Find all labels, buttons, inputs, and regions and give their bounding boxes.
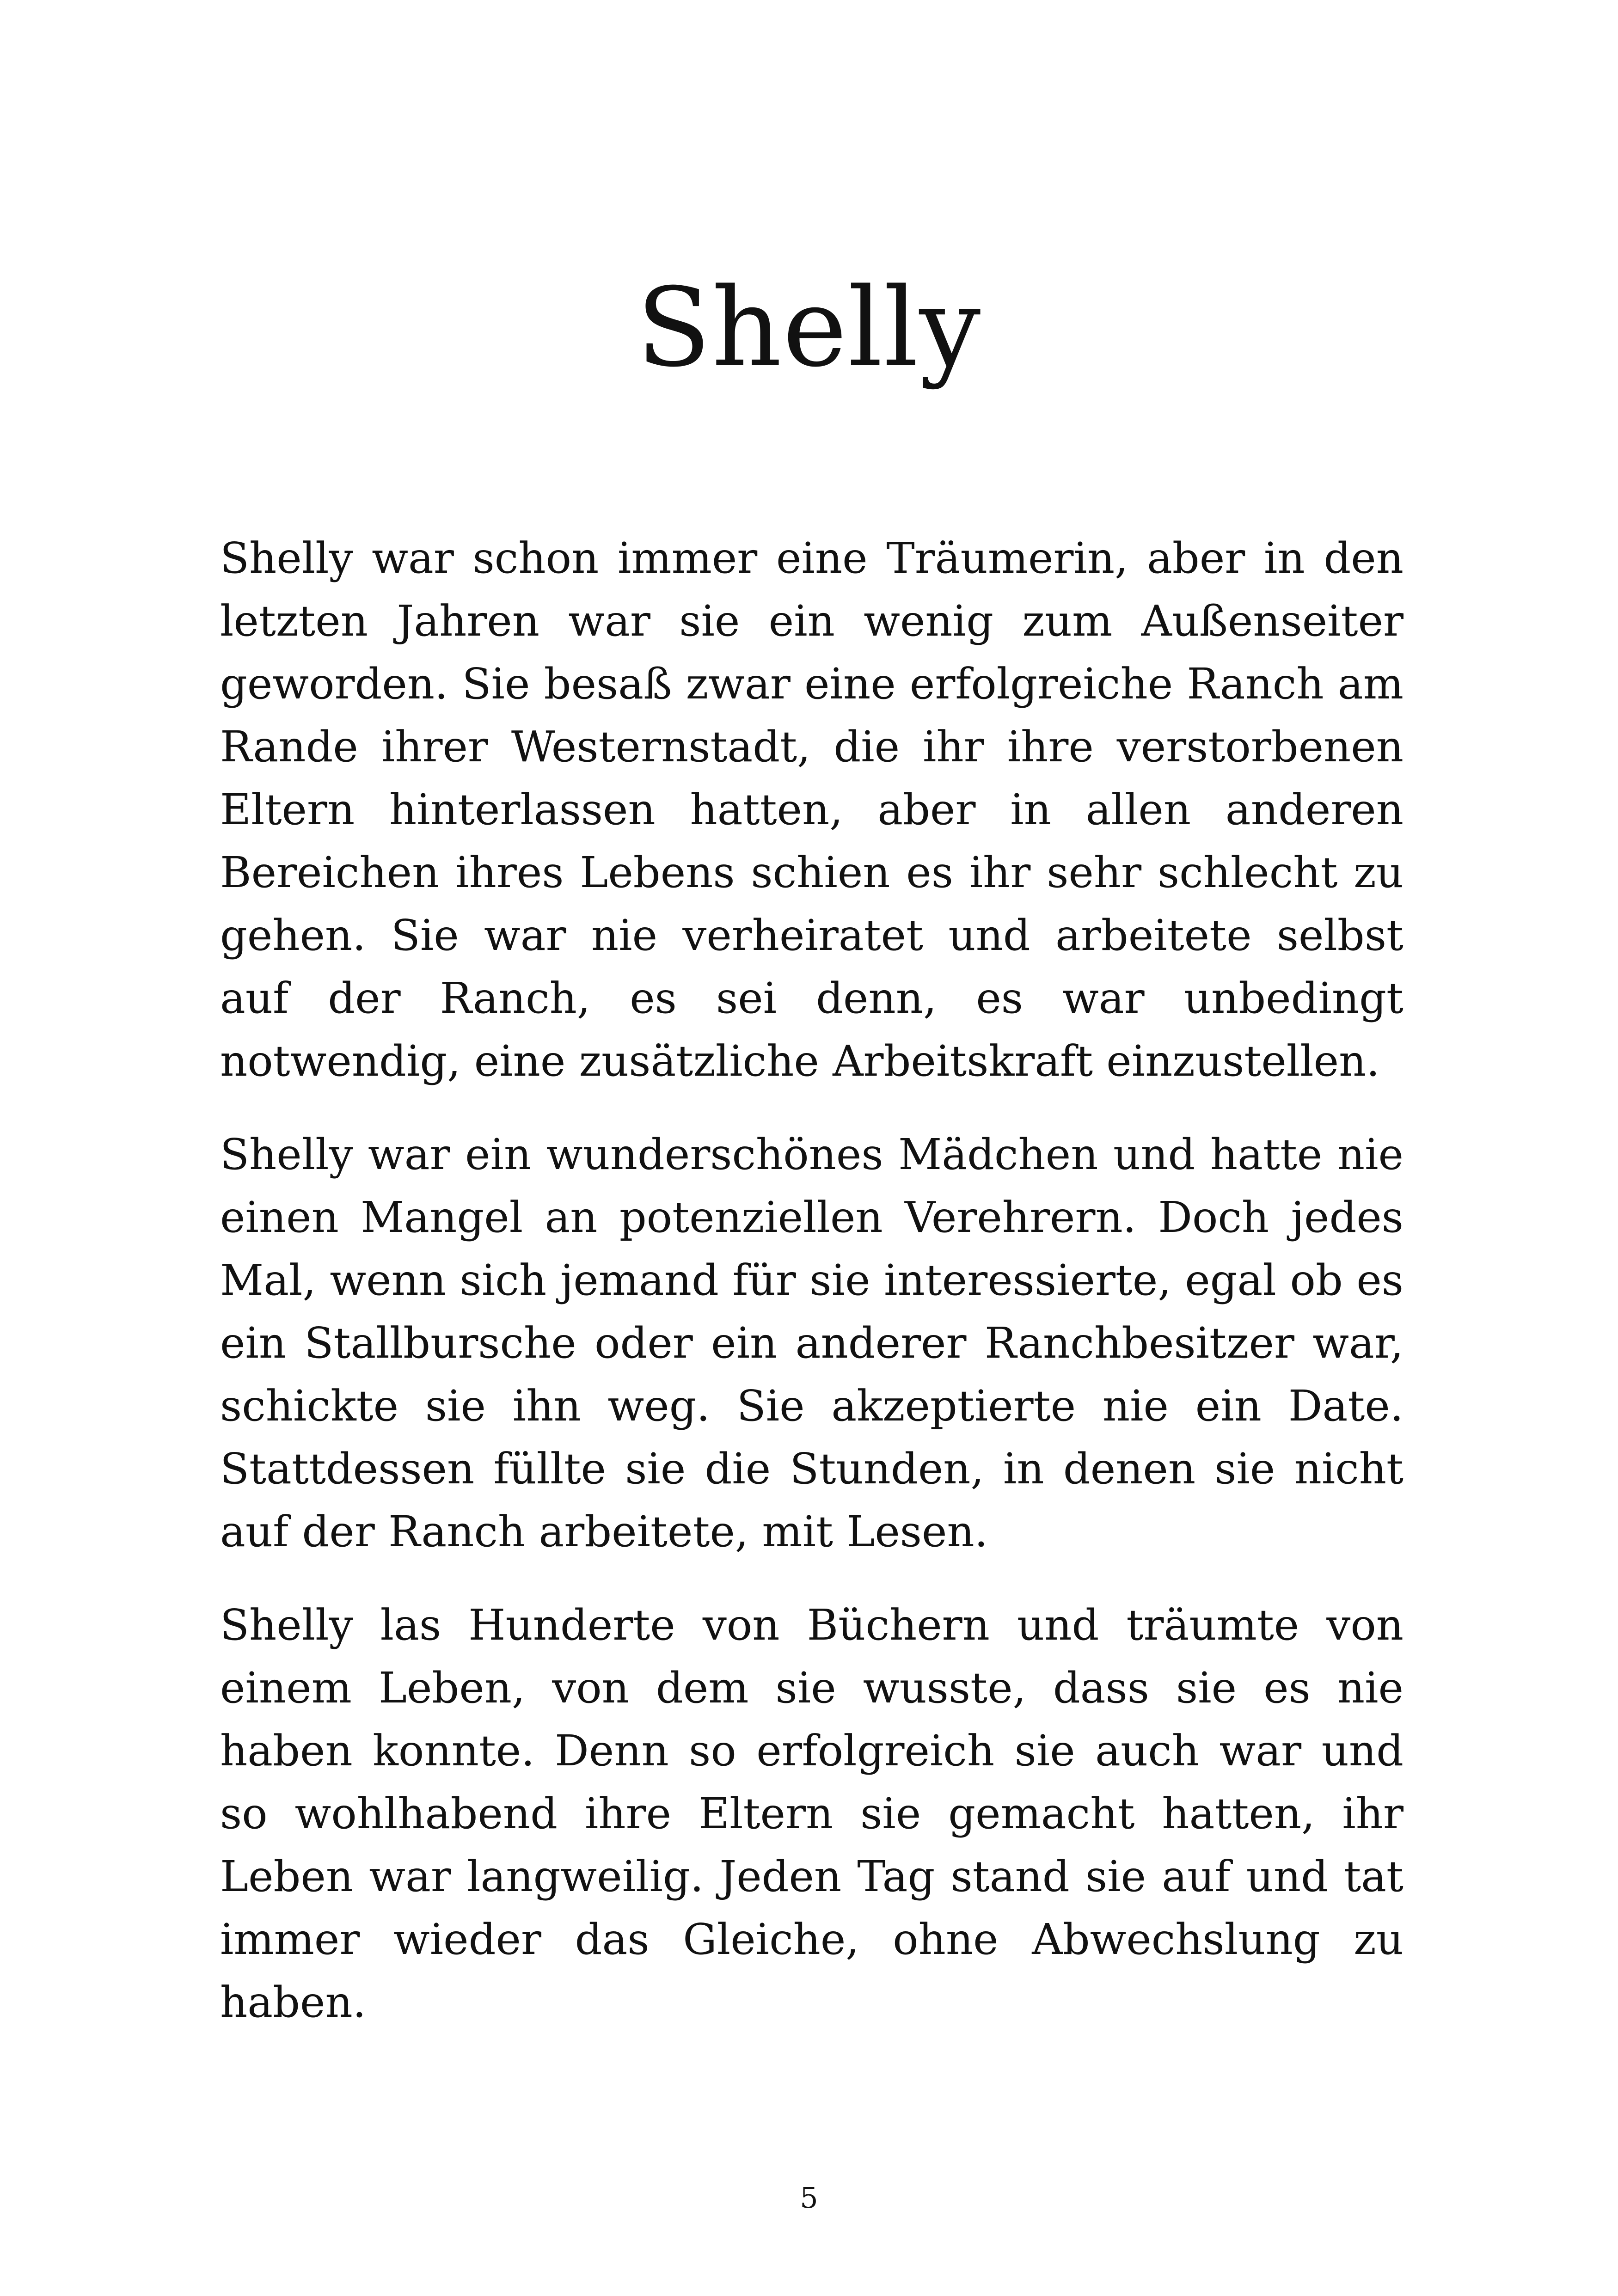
chapter-title: Shelly — [636, 265, 982, 391]
chapter-body — [220, 527, 1403, 2034]
paragraph-2: Shelly war ein wunderschönes Mädchen und hatte nie einen Mangel an potenziellen Verehrern. Doch jedes Mal, wenn sich jemand für sie interessierte, egal ob es ein Stallbursche oder ein anderer Ranchbesitzer war, schickte sie ihn weg. Sie akzeptierte nie ein Date. Stattdessen füllte sie die Stunden, in denen sie nicht auf der Ranch arbeitete, mit Lesen. — [220, 1130, 1403, 1556]
page-number: 5 — [800, 2181, 818, 2215]
paragraph-1: Shelly war schon immer eine Träumerin, aber in den letzten Jahren war sie ein wenig zum Außenseiter geworden. Sie besaß zwar eine erfolgreiche Ranch am Rande ihrer Westernstadt, die ihr ihre verstorbenen Eltern hinterlassen hatten, aber in allen anderen Bereichen ihres Lebens schien es ihr sehr schlecht zu gehen. Sie war nie verheiratet und arbeitete selbst auf der Ranch, es sei denn, es war unbedingt notwendig, eine zusätzliche Arbeitskraft einzustellen. — [220, 533, 1403, 1086]
paragraph-3: Shelly las Hunderte von Büchern und träumte von einem Leben, von dem sie wusste, dass sie es nie haben konnte. Denn so erfolgreich sie auch war und so wohlhabend ihre Eltern sie gemacht hatten, ihr Leben war langweilig. Jeden Tag stand sie auf und tat immer wieder das Gleiche, ohne Abwechslung zu haben. — [220, 1600, 1403, 2027]
